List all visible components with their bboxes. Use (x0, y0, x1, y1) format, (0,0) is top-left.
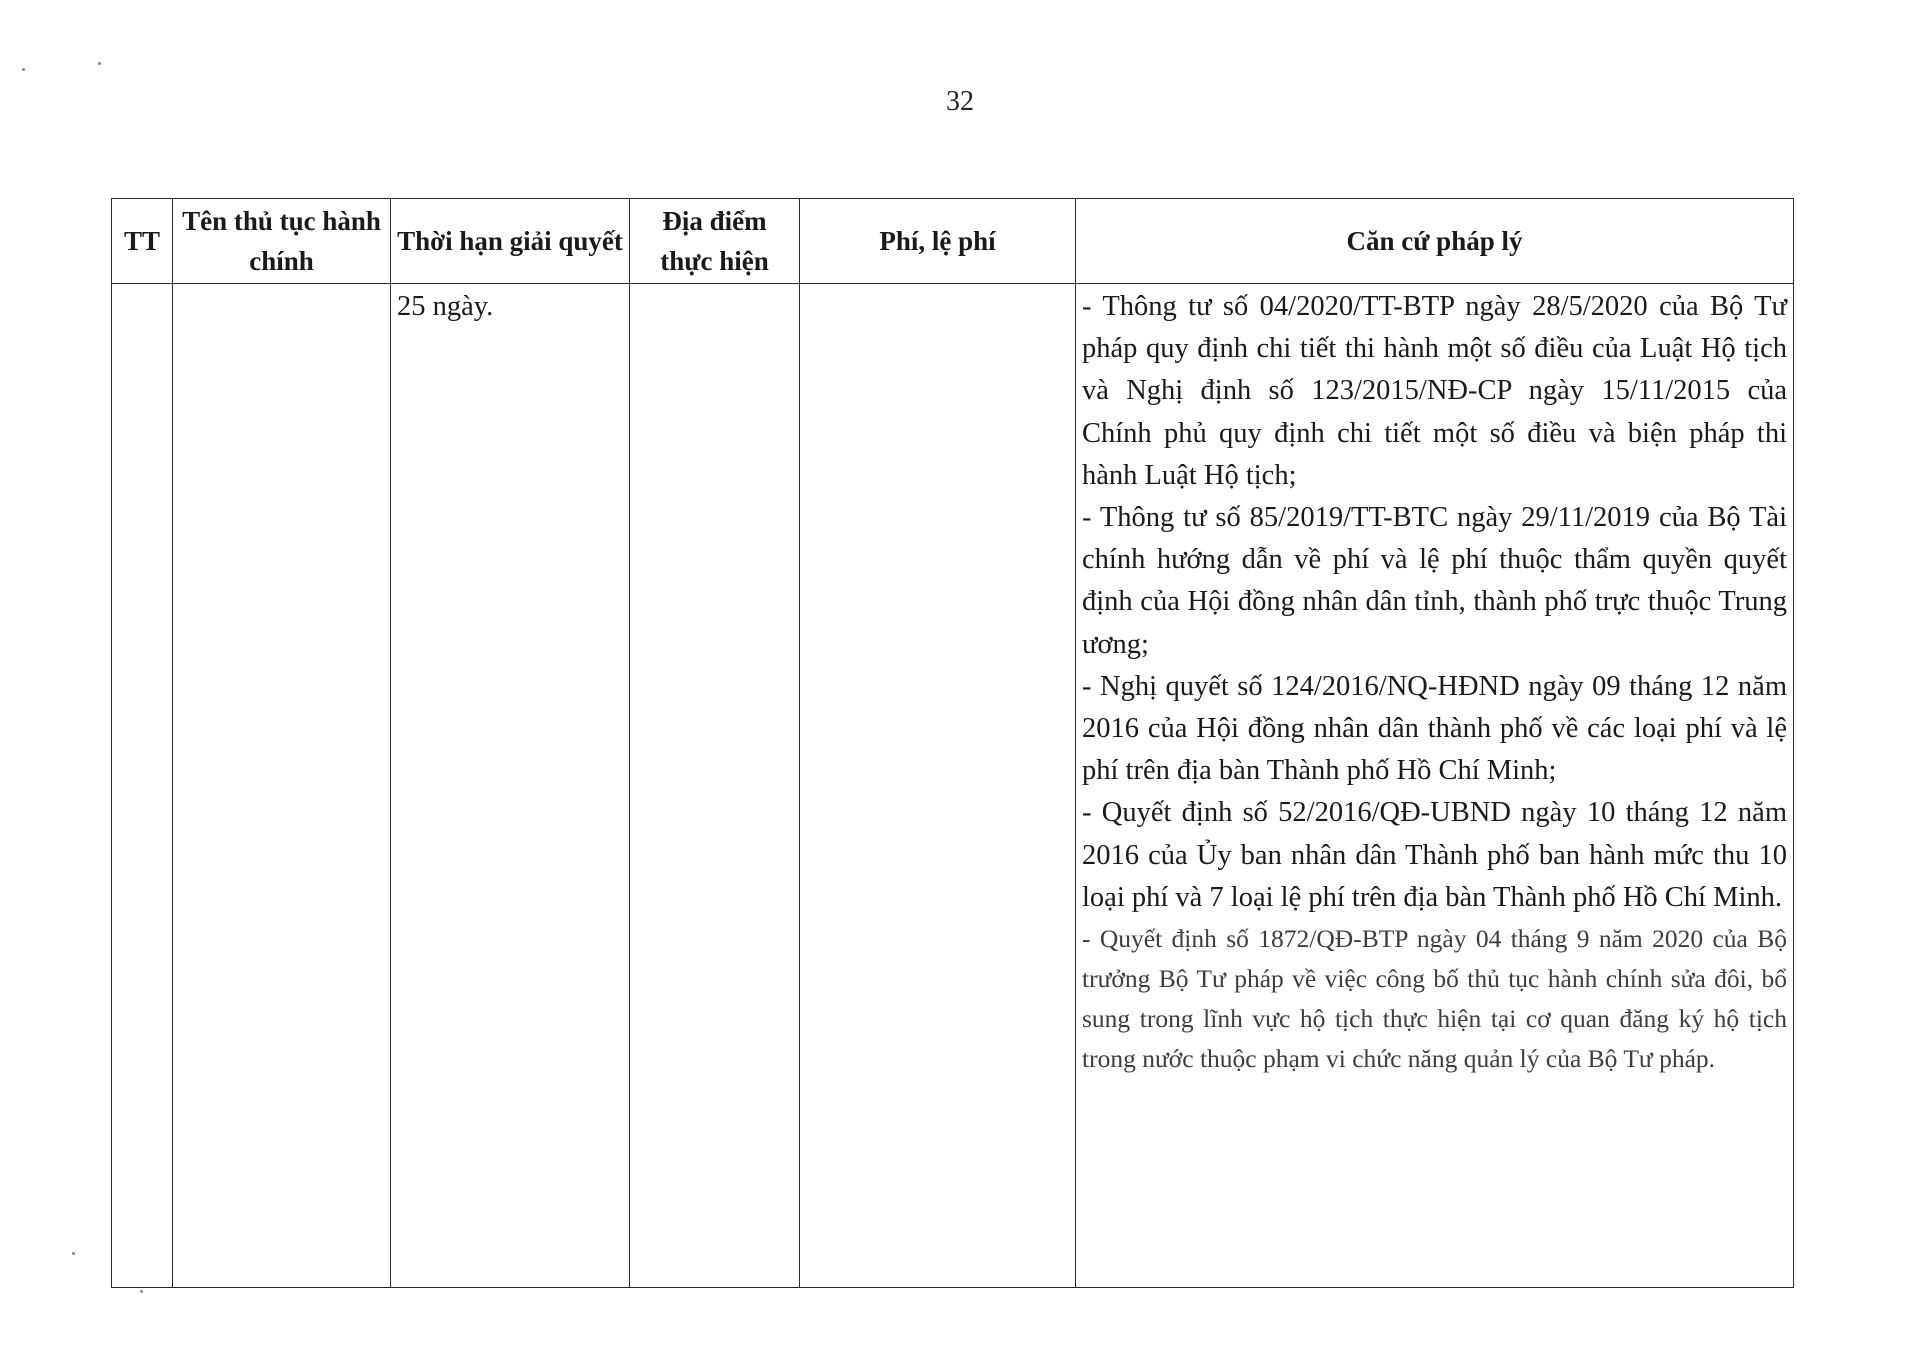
legal-basis-item: - Nghị quyết số 124/2016/NQ-HĐND ngày 09 tháng 12 năm 2016 của Hội đồng nhân dân thành phố về các loại phí và lệ phí trên địa bàn Thành phố Hồ Chí Minh; (1082, 670, 1787, 787)
scan-speck (22, 68, 25, 71)
legal-basis-item: - Thông tư số 85/2019/TT-BTC ngày 29/11/2019 của Bộ Tài chính hướng dẫn về phí và lệ phí thuộc thẩm quyền quyết định của Hội đồng nhân dân tỉnh, thành phố trực thuộc Trung ương; (1082, 502, 1787, 660)
header-tt: TT (112, 199, 173, 284)
header-location: Địa điểm thực hiện (630, 199, 800, 284)
cell-fees (800, 284, 1076, 1288)
header-legal-basis: Căn cứ pháp lý (1076, 199, 1794, 284)
page-number: 32 (946, 86, 974, 117)
cell-legal-basis (1076, 284, 1794, 1288)
scan-speck (140, 1290, 143, 1293)
procedure-table (111, 198, 1794, 1288)
header-procedure-name: Tên thủ tục hành chính (173, 199, 391, 284)
cell-procedure-name (173, 284, 391, 1288)
legal-basis-item: - Quyết định số 1872/QĐ-BTP ngày 04 tháng 9 năm 2020 của Bộ trưởng Bộ Tư pháp về việc công bố thủ tục hành chính sửa đôi, bổ sung trong lĩnh vực hộ tịch thực hiện tại cơ quan đăng ký hộ tịch trong nước thuộc phạm vi chức năng quản lý của Bộ Tư pháp. (1082, 924, 1787, 1074)
table-row (112, 284, 1794, 1288)
cell-location (630, 284, 800, 1288)
scan-speck (98, 62, 101, 65)
legal-basis-item: - Quyết định số 52/2016/QĐ-UBND ngày 10 tháng 12 năm 2016 của Ủy ban nhân dân Thành phố ban hành mức thu 10 loại phí và 7 loại lệ phí trên địa bàn Thành phố Hồ Chí Minh. (1082, 797, 1787, 913)
header-deadline: Thời hạn giải quyết (391, 199, 630, 284)
legal-basis-item: - Thông tư số 04/2020/TT-BTP ngày 28/5/2020 của Bộ Tư pháp quy định chi tiết thi hành một số điều của Luật Hộ tịch và Nghị định số 123/2015/NĐ-CP ngày 15/11/2015 của Chính phủ quy định chi tiết một số điều và biện pháp thi hành Luật Hộ tịch; (1082, 291, 1787, 491)
table-header-row (112, 199, 1794, 284)
scan-speck (72, 1252, 75, 1255)
cell-tt (112, 284, 173, 1288)
cell-deadline: 25 ngày. (391, 284, 630, 1288)
header-fees: Phí, lệ phí (800, 199, 1076, 284)
